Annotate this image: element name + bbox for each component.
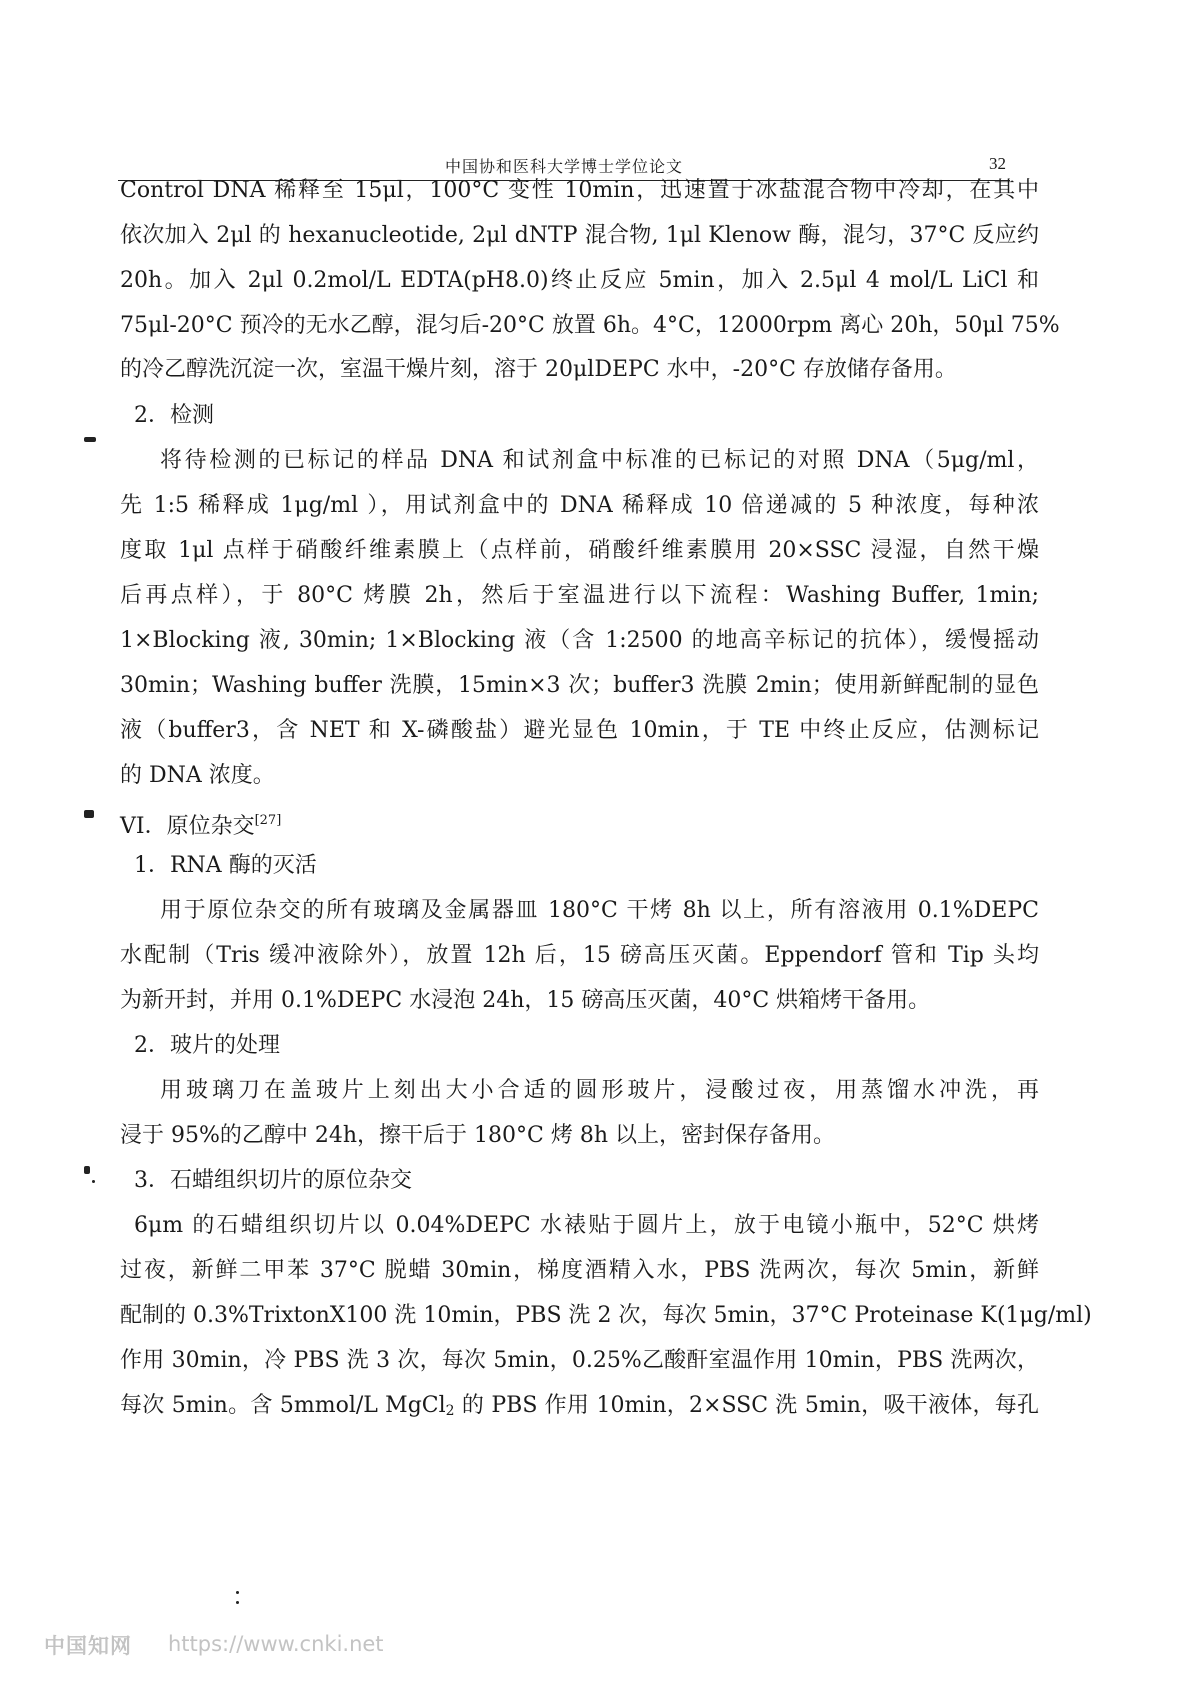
paragraph-line: 1×Blocking 液, 30min; 1×Blocking 液（含 1:2500 的地高辛标记的抗体），缓慢摇动 [120, 628, 1039, 653]
scan-speck [84, 437, 96, 442]
paragraph-line: 每次 5min。含 5mmol/L MgCl$_2$ 的 PBS 作用 10min，2×SSC 洗 5min，吸干液体，每孔 [120, 1393, 1039, 1419]
paragraph-line: 用玻璃刀在盖玻片上刻出大小合适的圆形玻片，浸酸过夜，用蒸馏水冲洗，再 [160, 1078, 1039, 1103]
cnki-logo: 中国知网 [44, 1634, 132, 1658]
paragraph-line: 为新开封，并用 0.1%DEPC 水浸泡 24h，15 磅高压灭菌，40°C 烘箱烤干备用。 [120, 988, 931, 1013]
paragraph-line: 20h。加入 2μl 0.2mol/L EDTA(pH8.0)终止反应 5min，加入 2.5μl 4 mol/L LiCl 和 [120, 268, 1039, 293]
scan-speck [236, 1591, 239, 1594]
paragraph-line: 30min；Washing buffer 洗膜，15min×3 次；buffer3 洗膜 2min；使用新鲜配制的显色 [120, 673, 1039, 698]
paragraph-line: 将待检测的已标记的样品 DNA 和试剂盒中标准的已标记的对照 DNA（5μg/ml， [160, 448, 1039, 473]
section-heading-detection: 2．检测 [134, 403, 214, 428]
paragraph-line: 先 1:5 稀释成 1μg/ml ），用试剂盒中的 DNA 稀释成 10 倍递减的 5 种浓度，每种浓 [120, 493, 1039, 518]
paragraph-line: Control DNA 稀释至 15μl，100°C 变性 10min，迅速置于冰盐混合物中冷却，在其中 [120, 178, 1039, 203]
paragraph-line: 的冷乙醇洗沉淀一次，室温干燥片刻，溶于 20μlDEPC 水中，-20°C 存放储存备用。 [120, 357, 957, 382]
paragraph-line: 75μl-20°C 预冷的无水乙醇，混匀后-20°C 放置 6h。4°C，12000rpm 离心 20h，50μl 75% [120, 313, 1060, 338]
section-heading-rnase: 1．RNA 酶的灭活 [134, 853, 317, 878]
paragraph-line: 水配制（Tris 缓冲液除外），放置 12h 后，15 磅高压灭菌。Eppendorf 管和 Tip 头均 [120, 943, 1039, 968]
paragraph-line: 液（buffer3，含 NET 和 X-磷酸盐）避光显色 10min，于 TE 中终止反应，估测标记 [120, 718, 1039, 743]
header-title: 中国协和医科大学博士学位论文 [444, 157, 683, 176]
paragraph-line: 作用 30min，冷 PBS 洗 3 次，每次 5min，0.25%乙酸酐室温作用 10min，PBS 洗两次， [120, 1348, 1039, 1373]
scan-speck [92, 1180, 95, 1183]
page-number: 32 [989, 154, 1006, 173]
paragraph-line: 6μm 的石蜡组织切片以 0.04%DEPC 水裱贴于圆片上，放于电镜小瓶中，52°C 烘烤 [134, 1213, 1039, 1238]
reference-marker: [27] [254, 813, 282, 828]
scan-speck [84, 1166, 90, 1174]
paragraph-line: 依次加入 2μl 的 hexanucleotide, 2μl dNTP 混合物, 1μl Klenow 酶，混匀，37°C 反应约 [120, 223, 1039, 248]
paragraph-line: 后再点样），于 80°C 烤膜 2h，然后于室温进行以下流程：Washing Buffer, 1min; [120, 583, 1039, 608]
paragraph-line: 配制的 0.3%TrixtonX100 洗 10min，PBS 洗 2 次，每次 5min，37°C Proteinase K(1μg/ml) [120, 1303, 1092, 1328]
section-heading-paraffin: 3．石蜡组织切片的原位杂交 [134, 1168, 412, 1193]
scan-speck [236, 1601, 239, 1604]
subscript: 2 [445, 1403, 455, 1419]
section-heading-slides: 2．玻片的处理 [134, 1033, 280, 1058]
paragraph-line: 度取 1μl 点样于硝酸纤维素膜上（点样前，硝酸纤维素膜用 20×SSC 浸湿，自然干燥 [120, 538, 1039, 563]
paragraph-line: 浸于 95%的乙醇中 24h，擦干后于 180°C 烤 8h 以上，密封保存备用。 [120, 1123, 836, 1148]
paragraph-line: 用于原位杂交的所有玻璃及金属器皿 180°C 干烤 8h 以上，所有溶液用 0.1%DEPC [160, 898, 1039, 923]
cnki-url[interactable]: https://www.cnki.net [168, 1632, 384, 1656]
scan-speck [84, 810, 94, 818]
section-heading-in-situ: VI．原位杂交[27] [120, 813, 282, 839]
paragraph-line: 的 DNA 浓度。 [120, 763, 275, 788]
paragraph-line: 过夜，新鲜二甲苯 37°C 脱蜡 30min，梯度酒精入水，PBS 洗两次，每次 5min，新鲜 [120, 1258, 1039, 1283]
